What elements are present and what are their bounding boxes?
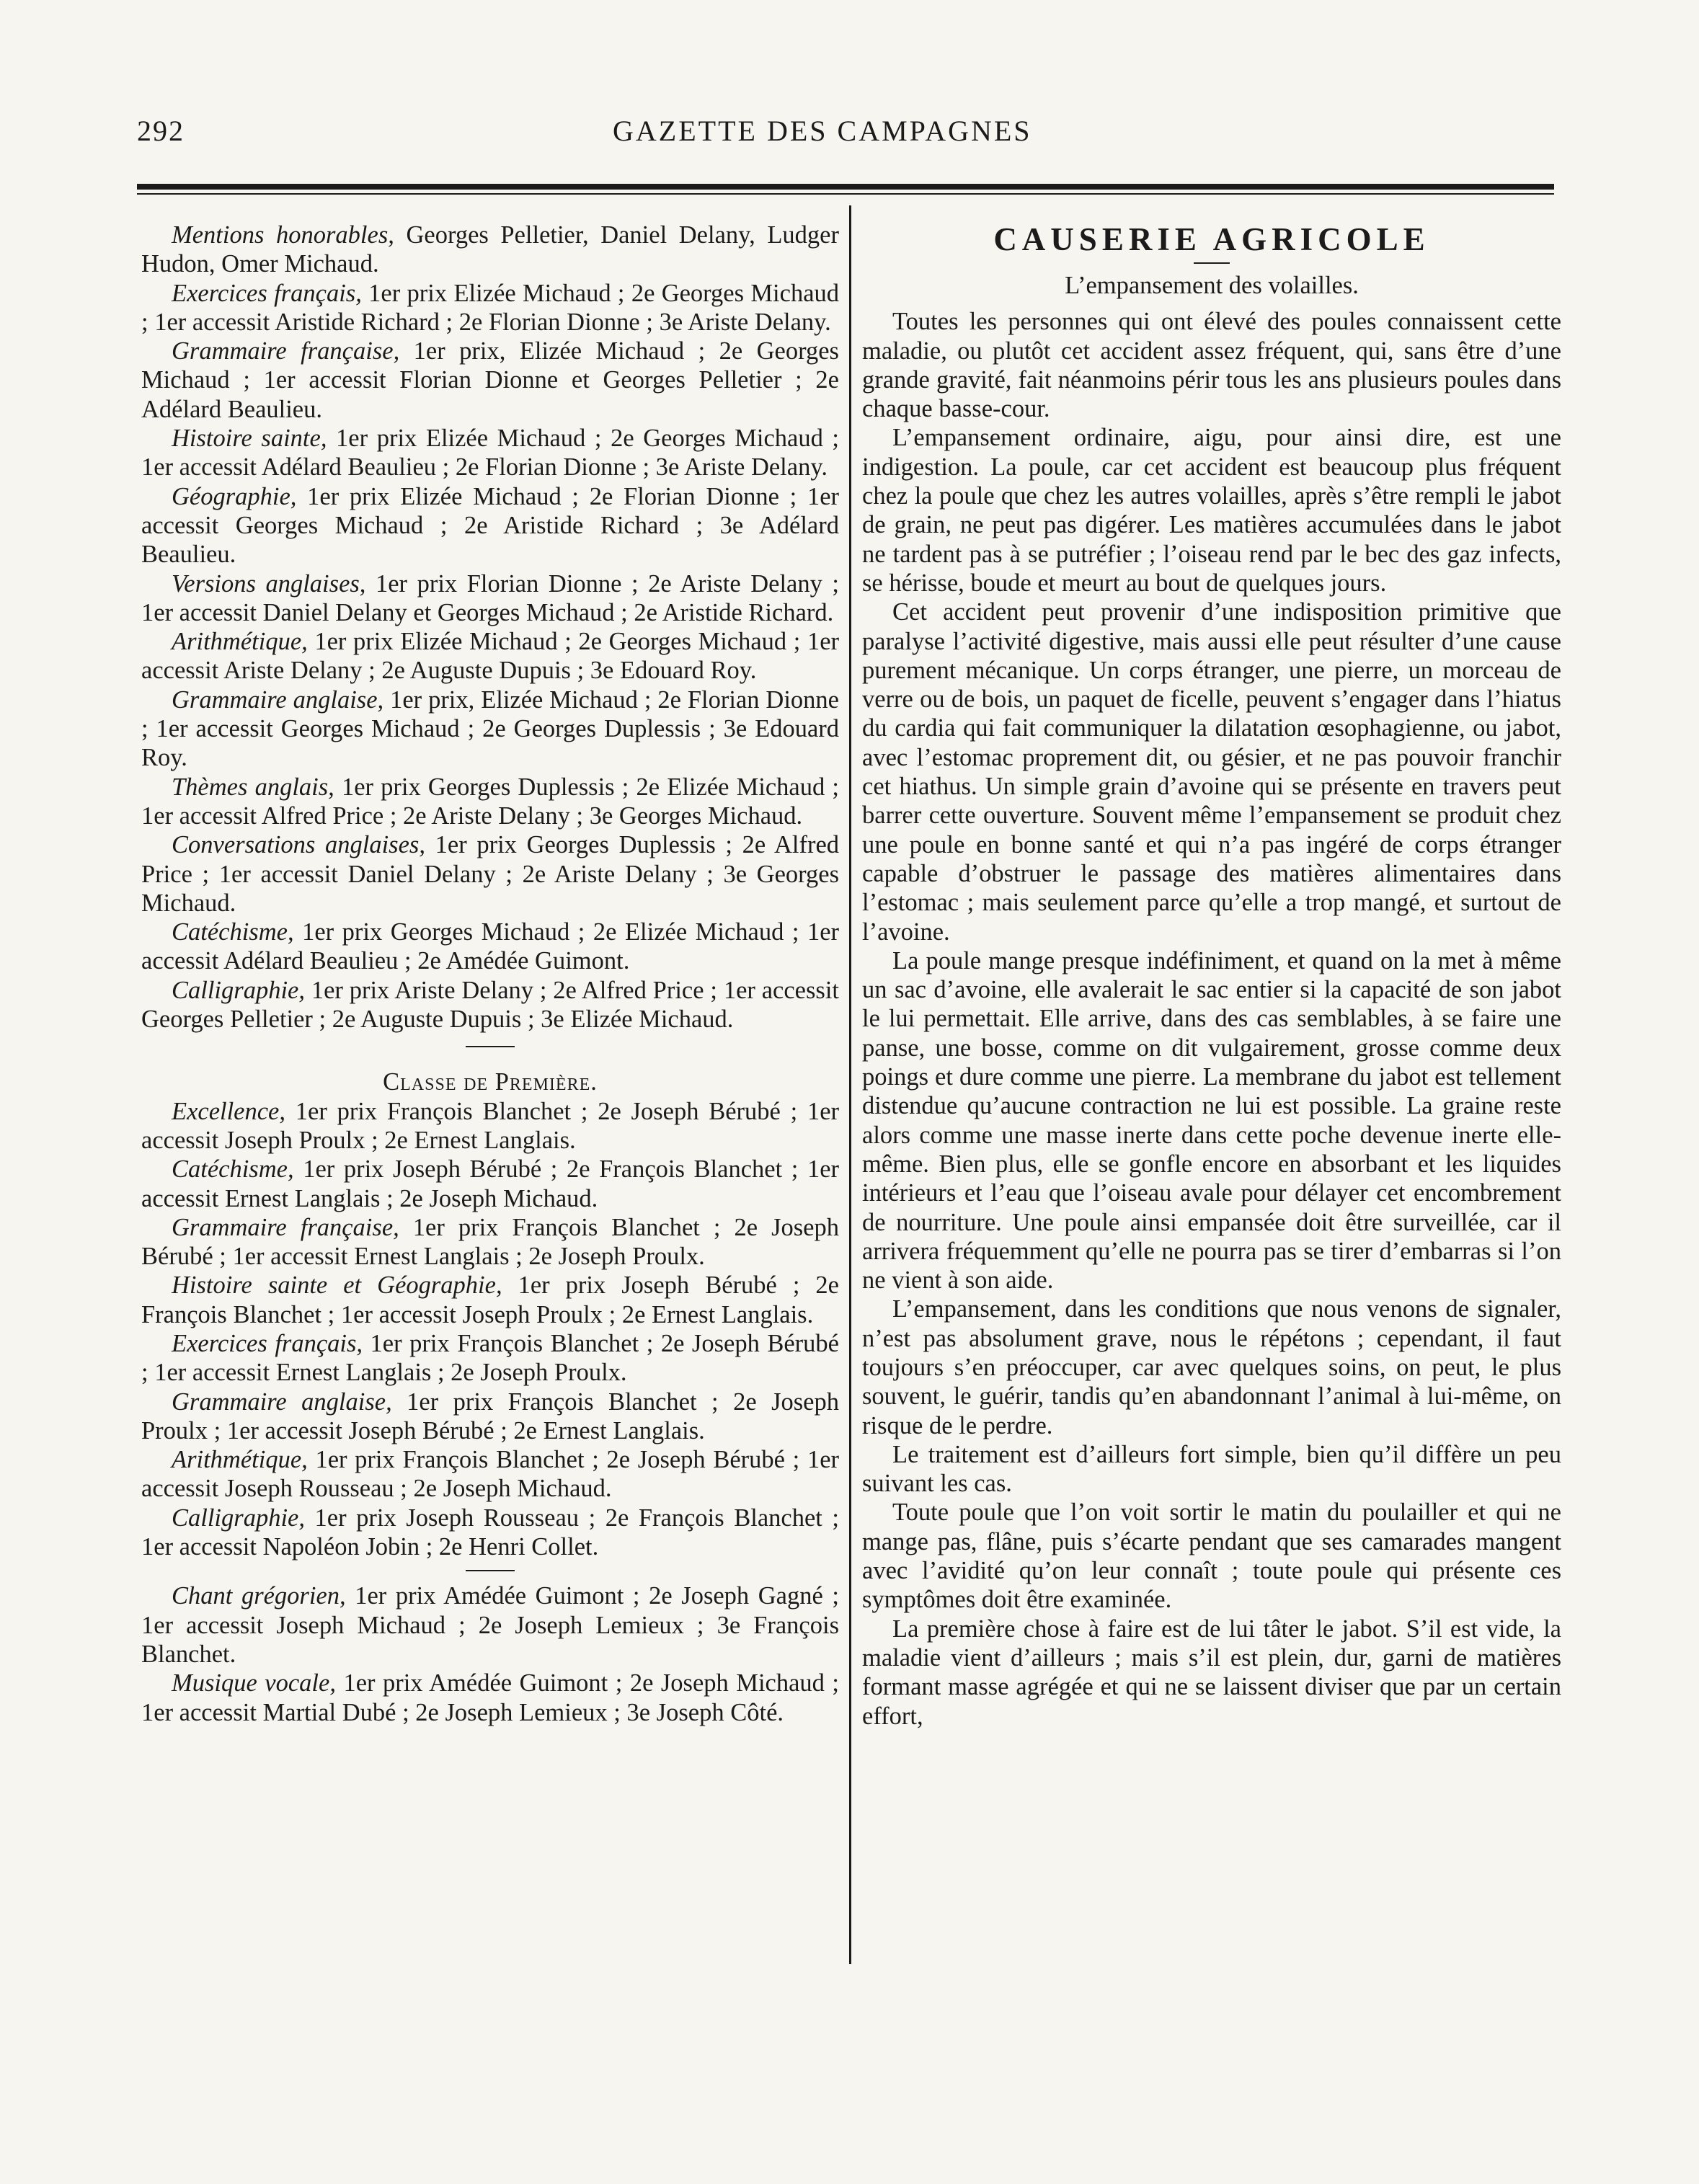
prize-entry	[141, 976, 839, 1034]
subject-label: Géographie,	[172, 482, 297, 510]
prize-entry	[141, 1097, 839, 1155]
subject-label: Grammaire française,	[172, 337, 400, 365]
right-column	[862, 221, 1561, 1731]
article-paragraph: L’empansement, dans les conditions que nous venons de signaler, n’est pas absolument grave, nous le répétons ; cependant, il faut toujours s’en préoccuper, car avec quelques soins, on peut, le plus souvent, le guérir, tandis qu’en abandonnant l’animal à lui-même, on risque de le perdre.	[862, 1295, 1561, 1439]
subject-label: Calligraphie,	[172, 976, 305, 1004]
article-body	[862, 307, 1561, 1731]
prize-text: 1er prix Georges Duplessis ; 2e Elizée Michaud ; 1er accessit Alfred Price ; 2e Ariste Delany ; 3e Georges Michaud.	[141, 773, 840, 830]
subject-label: Thèmes anglais,	[172, 773, 334, 801]
page-number: 292	[137, 115, 185, 147]
subject-label: Exercices français,	[172, 1329, 363, 1357]
subject-label: Versions anglaises,	[172, 569, 366, 598]
prize-entry	[141, 1213, 839, 1271]
article-paragraph: Le traitement est d’ailleurs fort simple, bien qu’il diffère un peu suivant les cas.	[862, 1440, 1561, 1498]
subject-label: Catéchisme,	[172, 918, 294, 946]
prize-entry	[141, 1581, 839, 1669]
column-divider	[849, 205, 851, 1964]
section-rule-2	[466, 1570, 515, 1571]
prize-text: 1er prix François Blanchet ; 2e Joseph Proulx ; 1er accessit Joseph Bérubé ; 2e Ernest Langlais.	[141, 1388, 839, 1444]
prize-entry	[141, 1388, 839, 1446]
subject-label: Excellence,	[172, 1097, 285, 1125]
prize-entry	[141, 1504, 839, 1562]
prize-entry	[141, 482, 839, 569]
heading-dash	[1194, 262, 1230, 264]
prize-entry	[141, 1669, 839, 1727]
prize-entry	[141, 1445, 839, 1504]
prize-list-top	[141, 221, 839, 1034]
prize-text: Georges Pelletier, Daniel Delany, Ludger Hudon, Omer Michaud.	[141, 221, 839, 278]
prize-entry	[141, 830, 839, 918]
prize-text: 1er prix Florian Dionne ; 2e Ariste Delany ; 1er accessit Daniel Delany et Georges Michaud ; 2e Aristide Richard.	[141, 569, 839, 626]
prize-entry	[141, 627, 839, 685]
prize-text: 1er prix François Blanchet ; 2e Joseph Bérubé ; 1er accessit Ernest Langlais ; 2e Joseph Proulx.	[141, 1213, 839, 1271]
subject-label: Catéchisme,	[172, 1155, 294, 1184]
subject-label: Histoire sainte et Géographie,	[172, 1271, 502, 1300]
prize-text: 1er prix Elizée Michaud ; 2e Florian Dionne ; 1er accessit Georges Michaud ; 2e Aristide Richard ; 3e Adélard Beaulieu.	[141, 482, 839, 569]
prize-text: 1er prix François Blanchet ; 2e Joseph Bérubé ; 1er accessit Ernest Langlais ; 2e Joseph Proulx.	[141, 1329, 839, 1387]
subject-label: Calligraphie,	[172, 1504, 305, 1532]
article-paragraph: L’empansement ordinaire, aigu, pour ainsi dire, est une indigestion. La poule, car cet accident est beaucoup plus fréquent chez la poule que chez les autres volailles, après s’être rempli le jabot de grain, ne peut pas digérer. Les matières accumulées dans le jabot ne tardent pas à se putréfier ; l’oiseau rend par le bec des gaz infects, se hérisse, boude et meurt au bout de quelques jours.	[862, 424, 1561, 597]
subject-label: Histoire sainte,	[172, 425, 327, 453]
prize-text: 1er prix Amédée Guimont ; 2e Joseph Michaud ; 1er accessit Martial Dubé ; 2e Joseph Lemieux ; 3e Joseph Côté.	[141, 1669, 839, 1726]
section-title: Classe de Première.	[383, 1068, 598, 1096]
prize-text: 1er prix Elizée Michaud ; 2e Georges Michaud ; 1er accessit Aristide Richard ; 2e Florian Dionne ; 3e Ariste Delany.	[141, 279, 840, 336]
article-paragraph: Cet accident peut provenir d’une indisposition primitive que paralyse l’activité digestive, mais aussi elle peut résulter d’une cause purement mécanique. Un corps étranger, une pierre, un morceau de verre ou de bois, un paquet de ficelle, peuvent s’engager dans l’hiatus du cardia qui fait communiquer la dilatation œsophagienne, ou jabot, avec l’estomac proprement dit, ou gésier, et ne pas pouvoir franchir cet hiathus. Un simple grain d’avoine qui se présente en travers peut barrer cette ouverture. Souvent même l’empansement se produit chez une poule en bonne santé et qui n’a pas ingéré de corps étranger capable d’obstruer le passage des matières alimentaires dans l’estomac ; mais seulement parce qu’elle a trop mangé, et surtout de l’avoine.	[862, 598, 1561, 946]
prize-entry	[141, 1329, 839, 1388]
subject-label: Exercices français,	[172, 279, 362, 307]
subject-label: Grammaire anglaise,	[172, 1388, 392, 1416]
section-rule	[466, 1046, 515, 1047]
subject-label: Chant grégorien,	[172, 1582, 346, 1610]
header-rule-thin	[137, 193, 1554, 195]
prize-text: 1er prix François Blanchet ; 2e Joseph Bérubé ; 1er accessit Joseph Proulx ; 2e Ernest Langlais.	[141, 1097, 839, 1154]
prize-entry	[141, 221, 839, 279]
prize-text: 1er prix Elizée Michaud ; 2e Georges Michaud ; 1er accessit Adélard Beaulieu ; 2e Florian Dionne ; 3e Ariste Delany.	[141, 425, 839, 481]
prize-text: 1er prix Joseph Bérubé ; 2e François Blanchet ; 1er accessit Joseph Proulx ; 2e Ernest Langlais.	[141, 1271, 839, 1328]
prize-text: 1er prix, Elizée Michaud ; 2e Georges Michaud ; 1er accessit Florian Dionne et Georges Pelletier ; 2e Adélard Beaulieu.	[141, 337, 839, 423]
article-subheading: L’empansement des volailles.	[1065, 272, 1359, 299]
prize-list-music	[141, 1581, 839, 1726]
article-heading: CAUSERIE AGRICOLE	[993, 221, 1430, 257]
prize-entry	[141, 773, 839, 831]
prize-text: 1er prix Georges Michaud ; 2e Elizée Michaud ; 1er accessit Adélard Beaulieu ; 2e Amédée Guimont.	[141, 918, 839, 975]
prize-text: 1er prix Joseph Bérubé ; 2e François Blanchet ; 1er accessit Ernest Langlais ; 2e Joseph Michaud.	[141, 1155, 839, 1212]
prize-entry	[141, 337, 839, 424]
prize-entry	[141, 1155, 839, 1213]
prize-entry	[141, 1271, 839, 1329]
subject-label: Arithmétique,	[172, 628, 308, 656]
prize-entry	[141, 279, 839, 337]
article-paragraph: La première chose à faire est de lui tâter le jabot. S’il est vide, la maladie vient d’ailleurs ; mais s’il est plein, dur, garni de matières formant masse agrégée et qui ne se laissent diviser que par un certain effort,	[862, 1615, 1561, 1730]
prize-text: 1er prix François Blanchet ; 2e Joseph Bérubé ; 1er accessit Joseph Rousseau ; 2e Joseph Michaud.	[141, 1446, 839, 1503]
prize-text: 1er prix Georges Duplessis ; 2e Alfred Price ; 1er accessit Daniel Delany ; 2e Ariste Delany ; 3e Georges Michaud.	[141, 831, 840, 917]
subject-label: Grammaire française,	[172, 1213, 399, 1241]
prize-entry	[141, 569, 839, 628]
subject-label: Mentions honorables,	[172, 221, 394, 249]
prize-text: 1er prix Ariste Delany ; 2e Alfred Price ; 1er accessit Georges Pelletier ; 2e Auguste Dupuis ; 3e Elizée Michaud.	[141, 976, 839, 1034]
subject-label: Musique vocale,	[172, 1669, 336, 1697]
header-rule-thick	[137, 184, 1554, 190]
prize-entry	[141, 685, 839, 773]
subject-label: Arithmétique,	[172, 1446, 308, 1474]
prize-list-premiere	[141, 1097, 839, 1562]
article-paragraph: La poule mange presque indéfiniment, et quand on la met à même un sac d’avoine, elle avalerait le sac entier si la capacité de son jabot le lui permettait. Elle arrive, dans des cas semblables, à se faire une panse, une bosse, comme on dit vulgairement, grosse comme deux poings et dure comme une pierre. La membrane du jabot est tellement distendue qu’aucune contraction ne lui est possible. La graine reste alors comme une masse inerte dans cette poche devenue inerte elle-même. Bien plus, elle se gonfle encore en absorbant et les liquides intérieurs et l’eau que l’oiseau avale pour délayer cet encombrement de nourriture. Une poule ainsi empansée doit être surveillée, car il arrivera fréquemment qu’elle ne pourra pas se tirer d’embarras si l’on ne vient à son aide.	[862, 946, 1561, 1295]
subject-label: Conversations anglaises,	[172, 831, 425, 859]
article-paragraph: Toute poule que l’on voit sortir le matin du poulailler et qui ne mange pas, flâne, puis s’écarte pendant que ses camarades mangent avec l’avidité qu’on leur connaît ; toute poule qui présente ces symptômes doit être examinée.	[862, 1499, 1561, 1614]
prize-text: 1er prix, Elizée Michaud ; 2e Florian Dionne ; 1er accessit Georges Michaud ; 2e Georges Duplessis ; 3e Edouard Roy.	[141, 685, 839, 772]
article-paragraph: Toutes les personnes qui ont élevé des poules connaissent cette maladie, ou plutôt cet accident assez fréquent, qui, sans être d’une grande gravité, fait néanmoins périr tous les ans plusieurs poules dans chaque basse-cour.	[862, 308, 1561, 423]
prize-entry	[141, 424, 839, 482]
running-title: GAZETTE DES CAMPAGNES	[613, 115, 1032, 147]
prize-text: 1er prix Joseph Rousseau ; 2e François Blanchet ; 1er accessit Napoléon Jobin ; 2e Henri Collet.	[141, 1504, 839, 1561]
prize-text: 1er prix Amédée Guimont ; 2e Joseph Gagné ; 1er accessit Joseph Michaud ; 2e Joseph Lemieux ; 3e François Blanchet.	[141, 1582, 839, 1668]
left-column	[141, 221, 839, 1727]
prize-entry	[141, 918, 839, 976]
prize-text: 1er prix Elizée Michaud ; 2e Georges Michaud ; 1er accessit Ariste Delany ; 2e Auguste Dupuis ; 3e Edouard Roy.	[141, 628, 839, 685]
subject-label: Grammaire anglaise,	[172, 685, 384, 714]
